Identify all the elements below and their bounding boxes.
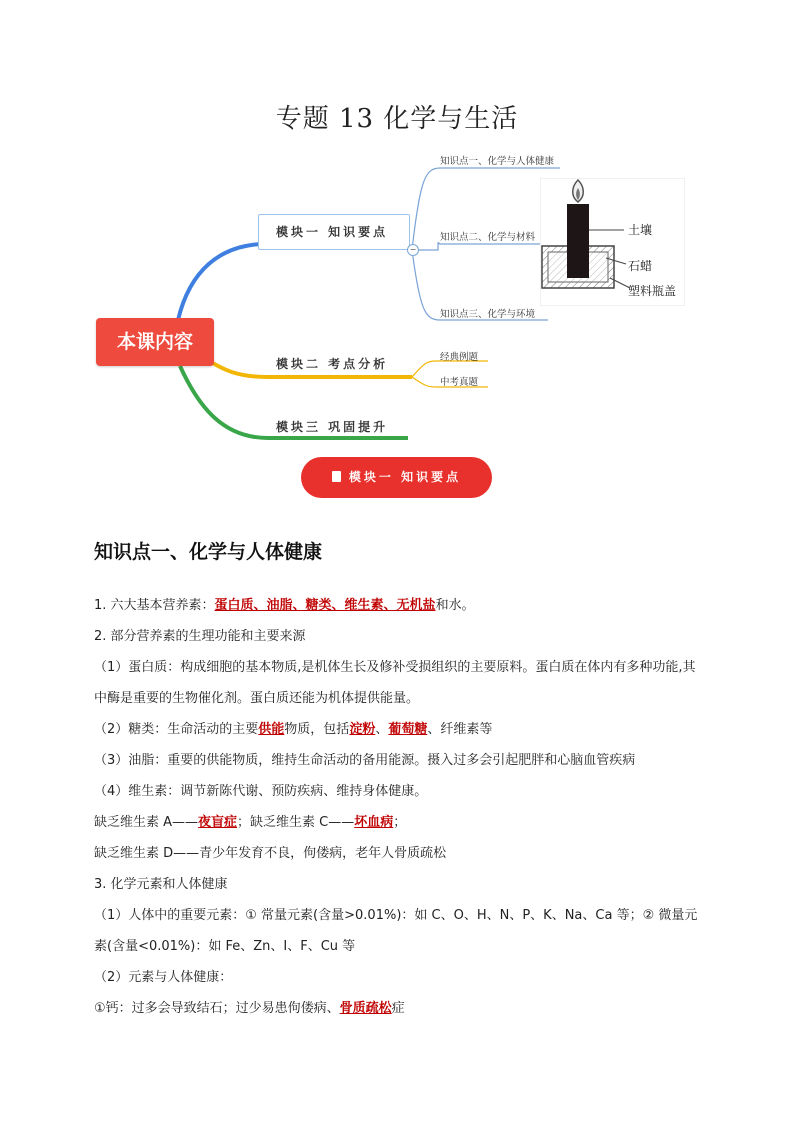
text: ①钙：过多会导致结石；过少易患佝偻病、 (94, 1001, 340, 1016)
candle-body (567, 204, 589, 278)
text: （2）糖类：生命活动的主要 (94, 722, 259, 737)
branch-2-label: 模块二 考点分析 (276, 357, 389, 371)
paragraph: 3. 化学元素和人体健康 (94, 877, 228, 892)
branch-1-label: 模块一 知识要点 (276, 225, 389, 239)
paragraph (94, 714, 704, 745)
highlight: 夜盲症 (198, 815, 238, 830)
highlight: 供能 (258, 722, 285, 737)
text: 症 (391, 1001, 405, 1016)
text: 物质，包括 (284, 722, 350, 737)
text: ； (393, 815, 407, 830)
paragraph: 2. 部分营养素的生理功能和主要来源 (94, 629, 306, 644)
text: 、 (375, 722, 389, 737)
leaf-item: 经典例题 (440, 352, 479, 363)
leaf-item: 知识点三、化学与环境 (440, 309, 536, 320)
paragraph: （1）人体中的重要元素：① 常量元素(含量>0.01%)：如 C、O、H、N、P、K、Na、Ca 等；② 微量元素(含量<0.01%)：如 Fe、Zn、I、F、Cu 等 (94, 908, 698, 954)
text: 缺乏维生素 A—— (94, 815, 199, 830)
highlight: 骨质疏松 (339, 1001, 392, 1016)
text: ；缺乏维生素 C—— (237, 815, 355, 830)
book-icon (332, 471, 341, 482)
paragraph: （1）蛋白质：构成细胞的基本物质,是机体生长及修补受损组织的主要原料。蛋白质在体内有多种功能,其中酶是重要的生物催化剂。蛋白质还能为机体提供能量。 (94, 660, 696, 706)
leaf-line-2 (416, 243, 540, 251)
paragraph (94, 590, 704, 621)
highlight: 葡萄糖 (388, 722, 428, 737)
text: 、纤维素等 (427, 722, 493, 737)
image-label-cap: 塑料瓶盖 (628, 284, 677, 298)
highlight: 坏血病 (354, 815, 394, 830)
mindmap-root: 本课内容 (96, 318, 214, 366)
branch-line-1 (178, 244, 408, 320)
image-label-wax: 石蜡 (628, 259, 653, 273)
paragraph: （3）油脂：重要的供能物质，维持生命活动的备用能源。摄入过多会引起肥胖和心脑血管疾病 (94, 753, 636, 768)
leaf-item: 知识点二、化学与材料 (440, 232, 536, 243)
content-body (94, 590, 704, 1024)
paragraph (94, 993, 704, 1024)
section-heading: 知识点一、化学与人体健康 (94, 541, 323, 563)
paragraph: 缺乏维生素 D——青少年发育不良，佝偻病，老年人骨质疏松 (94, 846, 447, 861)
section-pill (301, 457, 492, 498)
paragraph: （4）维生素：调节新陈代谢、预防疾病、维持身体健康。 (94, 784, 428, 799)
text: 1. 六大基本营养素： (94, 598, 215, 613)
text: 和水。 (435, 598, 475, 613)
highlight: 淀粉 (349, 722, 376, 737)
page-title: 专题 13 化学与生活 (275, 104, 519, 134)
section-pill-label: 模块一 知识要点 (348, 470, 462, 484)
collapse-toggle-icon[interactable]: − (407, 244, 419, 256)
leaf-item: 知识点一、化学与人体健康 (440, 156, 555, 167)
branch-3-label: 模块三 巩固提升 (276, 420, 389, 434)
image-label-soil: 土壤 (628, 223, 653, 237)
paragraph (94, 807, 704, 838)
highlight: 蛋白质、油脂、糖类、维生素、无机盐 (214, 598, 436, 613)
leaf-item: 中考真题 (440, 377, 479, 388)
paragraph: （2）元素与人体健康： (94, 970, 233, 985)
